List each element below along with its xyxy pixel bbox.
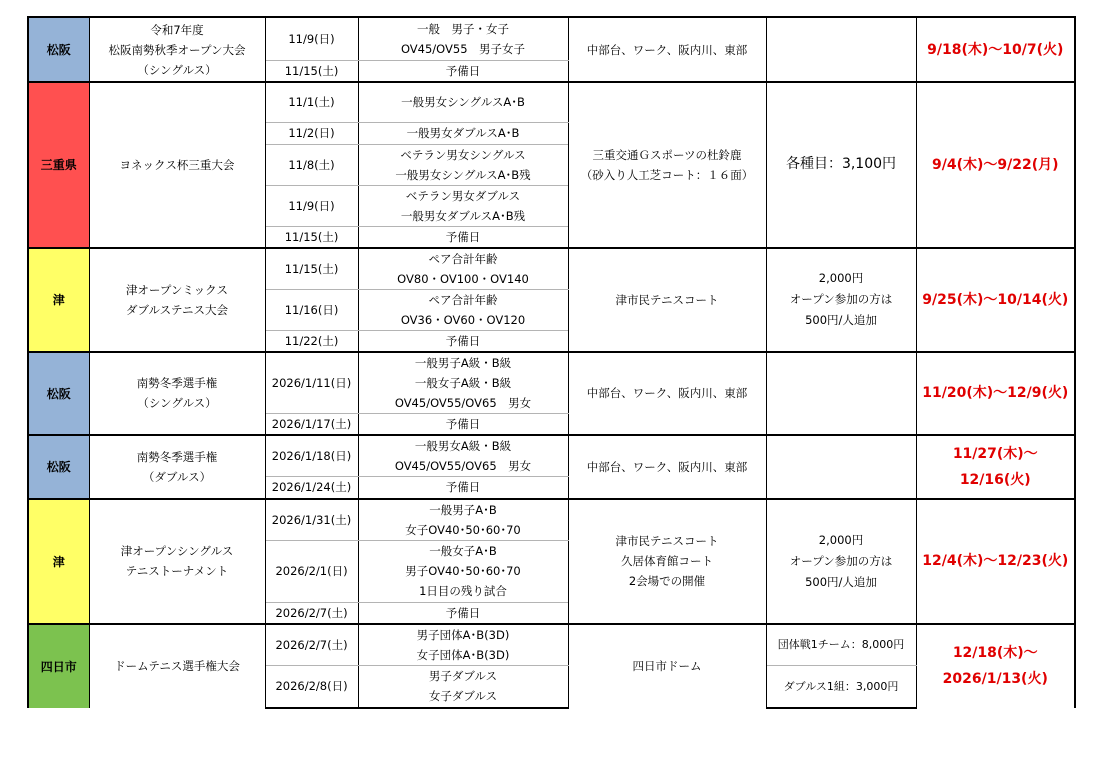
event-line: 予備日 (445, 605, 481, 620)
date-cell: 2026/1/31(土) (265, 499, 358, 541)
date-cell: 11/9(日) (265, 17, 358, 60)
venue-line: 2会場での開催 (628, 574, 706, 588)
events-cell (358, 624, 568, 666)
event-line: 男子団体A･B(3D) (416, 627, 510, 642)
fee-cell (766, 435, 916, 499)
region-cell: 三重県 (28, 82, 89, 248)
date-cell: 11/15(土) (265, 60, 358, 82)
date-cell: 11/15(土) (265, 248, 358, 290)
venue-line: 久居体育館コート (621, 554, 713, 568)
venue-line: 津市民テニスコート (615, 292, 719, 307)
fee-cell: ダブルス1組：3,000円 (766, 666, 916, 708)
tournament-name-line: ダブルステニス大会 (125, 302, 228, 317)
table-row (28, 435, 1075, 477)
tournament-name-cell (89, 435, 265, 499)
events-cell (358, 602, 568, 624)
event-line: 一般男女ダブルスA･B (406, 126, 520, 140)
events-cell (358, 499, 568, 541)
tournament-name-cell (89, 82, 265, 248)
tournament-name-line: ヨネックス杯三重大会 (119, 157, 235, 172)
events-cell (358, 122, 568, 144)
entry-period-line: 12/18(木)～ (952, 645, 1038, 661)
entry-period-cell (916, 17, 1075, 82)
fee-cell (766, 499, 916, 624)
venue-line: 四日市ドーム (632, 659, 702, 673)
event-line: 1日目の残り試合 (419, 584, 507, 598)
events-cell (358, 666, 568, 708)
date-cell: 2026/1/17(土) (265, 414, 358, 436)
fee-cell (766, 352, 916, 436)
event-line: OV36・OV60・OV120 (400, 312, 526, 327)
schedule-table (27, 16, 1076, 709)
region-cell: 松阪 (28, 435, 89, 499)
event-line: 予備日 (445, 480, 481, 495)
events-cell (358, 144, 568, 185)
events-cell (358, 352, 568, 414)
tournament-name-line: 南勢冬季選手権 (136, 449, 218, 464)
entry-period-line: 9/18(木)～10/7(火) (927, 41, 1064, 58)
event-line: 一般女子A級・B級 (414, 375, 512, 390)
venue-line: 中部台、ワーク、阪内川、東部 (586, 42, 748, 57)
events-cell (358, 17, 568, 60)
venue-cell (568, 248, 766, 352)
fee-cell (766, 248, 916, 352)
region-cell: 松阪 (28, 17, 89, 82)
tournament-name-cell (89, 248, 265, 352)
table-row (28, 248, 1075, 290)
entry-period-line: 12/16(火) (959, 471, 1031, 488)
venue-line: 三重交通Ｇスポーツの杜鈴鹿 (592, 147, 742, 162)
event-line: 女子OV40･50･60･70 (405, 522, 521, 537)
table-row (28, 17, 1075, 60)
fee-line: オープン参加の方は (789, 292, 893, 306)
date-cell: 11/22(土) (265, 330, 358, 352)
events-cell (358, 330, 568, 352)
events-cell (358, 477, 568, 499)
events-cell (358, 414, 568, 436)
fee-line: 2,000円 (818, 532, 864, 547)
entry-period-cell (916, 352, 1075, 436)
events-cell (358, 289, 568, 330)
event-line: OV45/OV55 男子女子 (400, 41, 526, 56)
event-line: 一般男子A･B (429, 502, 497, 517)
entry-period-cell (916, 82, 1075, 248)
entry-period-line: 9/25(木)～10/14(火) (922, 291, 1069, 308)
event-line: ベテラン男女ダブルス (405, 188, 521, 203)
events-cell (358, 540, 568, 602)
venue-cell (568, 499, 766, 624)
tournament-name-line: （シングルス） (137, 62, 217, 77)
date-cell: 11/8(土) (265, 144, 358, 185)
table-row (28, 624, 1075, 666)
tournament-schedule (27, 16, 1074, 709)
event-line: 一般女子A･B (429, 544, 497, 558)
entry-period-cell (916, 499, 1075, 624)
venue-cell (568, 435, 766, 499)
date-cell: 11/16(日) (265, 289, 358, 330)
fee-line: オープン参加の方は (789, 553, 893, 568)
event-line: 予備日 (445, 333, 481, 348)
venue-cell (568, 17, 766, 82)
tournament-name-line: 松阪南勢秋季オープン大会 (108, 42, 246, 57)
fee-line: 2,000円 (818, 271, 864, 285)
event-line: 予備日 (445, 417, 481, 431)
entry-period-line: 11/27(木)～ (952, 445, 1038, 462)
table-row (28, 499, 1075, 541)
event-line: 一般男女ダブルスA･B残 (400, 208, 526, 223)
event-line: 予備日 (445, 63, 481, 78)
event-line: 一般男女A級・B級 (414, 439, 512, 453)
tournament-name-line: 令和7年度 (150, 22, 204, 37)
event-line: ペア合計年齢 (428, 251, 498, 266)
date-cell: 11/1(土) (265, 82, 358, 122)
tournament-name-cell (89, 499, 265, 624)
venue-line: （砂入り人工芝コート：１６面） (580, 167, 754, 182)
event-line: 一般男女シングルスA･B (401, 95, 525, 110)
fee-cell (766, 82, 916, 248)
tournament-name-cell (89, 352, 265, 436)
date-cell: 2026/2/1(日) (265, 540, 358, 602)
events-cell (358, 226, 568, 248)
event-line: OV45/OV55/OV65 男女 (394, 459, 532, 473)
entry-period-cell (916, 624, 1075, 708)
fee-cell (766, 17, 916, 82)
fee-line: 各種目：3,100円 (785, 156, 897, 173)
date-cell: 11/15(土) (265, 226, 358, 248)
entry-period-line: 9/4(木)～9/22(月) (931, 156, 1059, 173)
tournament-name-line: （シングルス） (137, 396, 217, 411)
entry-period-line: 12/4(木)～12/23(火) (922, 553, 1069, 569)
events-cell (358, 60, 568, 82)
fee-cell: 団体戦1チーム：8,000円 (766, 624, 916, 666)
event-line: 男子OV40･50･60･70 (405, 564, 521, 578)
venue-cell (568, 624, 766, 708)
fee-line: 500円/人追加 (805, 313, 877, 327)
fee-line: 500円/人追加 (805, 574, 877, 589)
region-cell: 津 (28, 499, 89, 624)
date-cell: 2026/2/7(土) (265, 624, 358, 666)
tournament-name-line: ドームテニス選手権大会 (114, 659, 240, 673)
table-row (28, 352, 1075, 414)
date-cell: 11/2(日) (265, 122, 358, 144)
date-cell: 2026/1/11(日) (265, 352, 358, 414)
region-cell: 津 (28, 248, 89, 352)
venue-line: 津市民テニスコート (615, 534, 719, 548)
event-line: ペア合計年齢 (428, 292, 498, 307)
date-cell: 11/9(日) (265, 185, 358, 226)
entry-period-cell (916, 248, 1075, 352)
date-cell: 2026/2/7(土) (265, 602, 358, 624)
event-line: OV45/OV55/OV65 男女 (394, 395, 532, 410)
tournament-name-cell (89, 624, 265, 708)
tournament-name-line: 津オープンシングルス (120, 544, 234, 558)
date-cell: 2026/1/24(土) (265, 477, 358, 499)
entry-period-line: 2026/1/13(火) (942, 671, 1048, 687)
tournament-name-line: 津オープンミックス (125, 282, 229, 297)
event-line: 一般男女シングルスA･B残 (395, 167, 531, 182)
tournament-name-line: 南勢冬季選手権 (136, 376, 218, 391)
events-cell (358, 435, 568, 477)
table-row (28, 82, 1075, 122)
date-cell: 2026/2/8(日) (265, 666, 358, 708)
event-line: 一般 男子・女子 (417, 21, 509, 36)
entry-period-cell (916, 435, 1075, 499)
entry-period-line: 11/20(木)～12/9(火) (922, 385, 1069, 402)
events-cell (358, 248, 568, 290)
event-line: ベテラン男女シングルス (400, 147, 526, 162)
event-line: 女子団体A･B(3D) (416, 647, 510, 662)
events-cell (358, 185, 568, 226)
region-cell: 松阪 (28, 352, 89, 436)
venue-cell (568, 352, 766, 436)
event-line: 男子ダブルス (428, 669, 498, 684)
tournament-name-cell (89, 17, 265, 82)
venue-cell (568, 82, 766, 248)
tournament-name-line: （ダブルス） (142, 469, 212, 484)
region-cell: 四日市 (28, 624, 89, 708)
venue-line: 中部台、ワーク、阪内川、東部 (586, 459, 748, 474)
event-line: OV80・OV100・OV140 (397, 271, 529, 286)
event-line: 女子ダブルス (428, 689, 498, 704)
event-line: 予備日 (445, 229, 481, 244)
venue-line: 中部台、ワーク、阪内川、東部 (586, 386, 748, 401)
events-cell (358, 82, 568, 122)
date-cell: 2026/1/18(日) (265, 435, 358, 477)
tournament-name-line: テニストーナメント (125, 564, 229, 578)
event-line: 一般男子A級・B級 (414, 355, 512, 370)
